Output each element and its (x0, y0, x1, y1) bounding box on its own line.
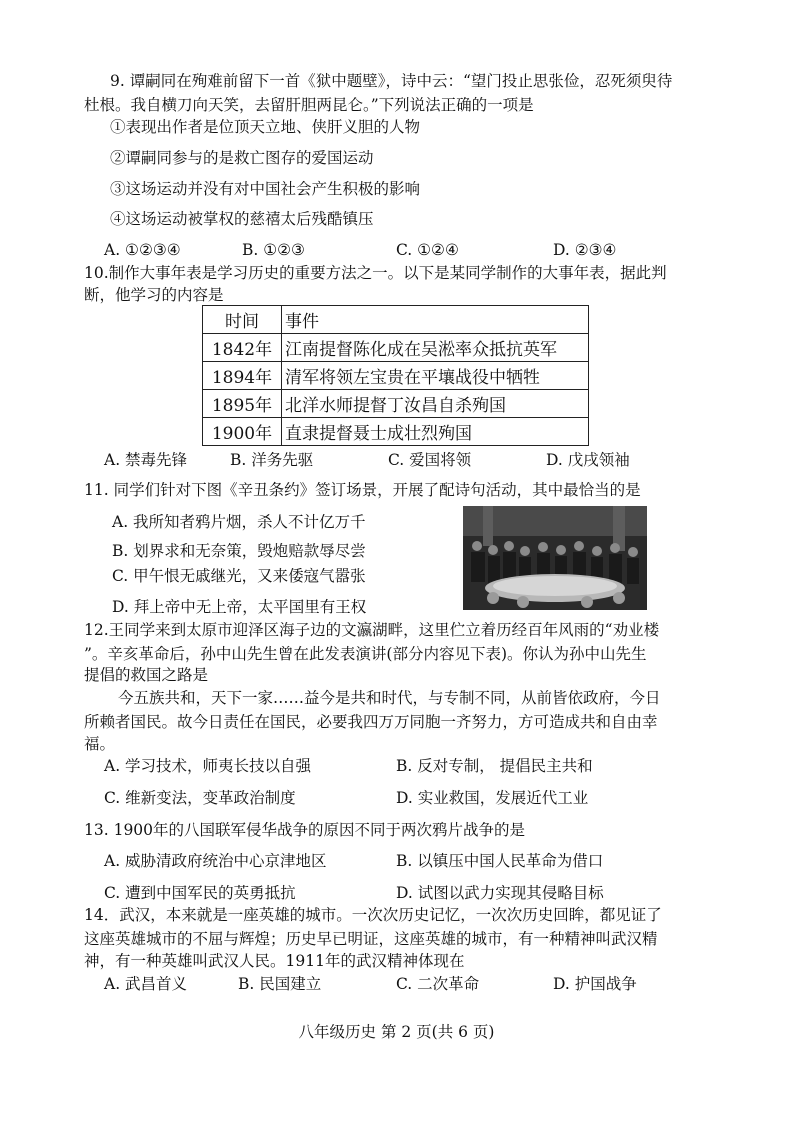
q13-option-b: B. 以镇压中国人民革命为借口 (396, 852, 604, 870)
q10-option-a: A. 禁毒先锋 (104, 451, 188, 469)
q11-option-a: A. 我所知者鸦片烟，杀人不计亿万千 (112, 513, 366, 531)
q10-stem-line2: 断，他学习的内容是 (84, 286, 224, 304)
q10-option-d: D. 戊戌领袖 (546, 451, 630, 469)
table-cell-time: 1842年 (203, 334, 282, 362)
table-row (203, 418, 589, 446)
table-header-row (203, 306, 589, 334)
q11-option-c: C. 甲午恨无戚继光，又来倭寇气嚣张 (112, 567, 366, 585)
q14-option-b: B. 民国建立 (238, 975, 322, 993)
table-row (203, 390, 589, 418)
treaty-signing-photo (463, 506, 647, 610)
q12-option-a: A. 学习技术，师夷长技以自强 (104, 757, 312, 775)
q12-quote-line3: 福。 (84, 735, 116, 753)
table-cell-time: 1900年 (203, 418, 282, 446)
q9-item-2: ②谭嗣同参与的是救亡图存的爱国运动 (110, 149, 374, 167)
q9-stem-line2: 杜根。我自横刀向天笑，去留肝胆两昆仑。”下列说法正确的一项是 (84, 96, 534, 114)
q9-item-3: ③这场运动并没有对中国社会产生积极的影响 (110, 180, 421, 198)
q9-stem-line1: 9. 谭嗣同在殉难前留下一首《狱中题壁》，诗中云：“望门投止思张俭，忍死须臾待 (110, 72, 673, 90)
q12-stem-line2: ”。辛亥革命后，孙中山先生曾在此发表演讲(部分内容见下表)。你认为孙中山先生 (84, 645, 647, 663)
q12-stem-line1: 12.王同学来到太原市迎泽区海子边的文瀛湖畔，这里伫立着历经百年风雨的“劝业楼 (84, 621, 660, 639)
q9-option-a: A. ①②③④ (104, 241, 181, 259)
q14-option-c: C. 二次革命 (396, 975, 480, 993)
q10-option-c: C. 爱国将领 (388, 451, 472, 469)
q12-option-b: B. 反对专制， 提倡民主共和 (396, 757, 593, 775)
q14-stem-line2: 这座英雄城市的不屈与辉煌；历史早已明证，这座英雄的城市，有一种精神叫武汉精 (84, 930, 658, 948)
table-cell-event: 北洋水师提督丁汝昌自杀殉国 (282, 390, 589, 418)
q9-option-c: C. ①②④ (396, 241, 459, 259)
q12-quote-line2: 所赖者国民。故今日责任在国民，必要我四万万同胞一齐努力，方可造成共和自由幸 (84, 713, 658, 731)
q14-stem-line1: 14．武汉，本来就是一座英雄的城市。一次次历史记忆，一次次历史回眸，都见证了 (84, 906, 662, 924)
q9-option-d: D. ②③④ (553, 241, 617, 259)
q11-option-b: B. 划界求和无奈策，毁炮赔款辱尽尝 (112, 542, 366, 560)
q14-option-a: A. 武昌首义 (104, 975, 188, 993)
table-cell-event: 直隶提督聂士成壮烈殉国 (282, 418, 589, 446)
table-cell-time: 1895年 (203, 390, 282, 418)
q9-option-b: B. ①②③ (242, 241, 305, 259)
q12-quote-line1: 今五族共和，天下一家……益今是共和时代，与专制不同，从前皆依政府，今日 (118, 689, 661, 707)
event-table (202, 305, 589, 446)
q13-option-c: C. 遭到中国军民的英勇抵抗 (104, 884, 296, 902)
q13-option-d: D. 试图以武力实现其侵略目标 (396, 884, 604, 902)
q10-stem-line1: 10.制作大事年表是学习历史的重要方法之一。以下是某同学制作的大事年表，据此判 (84, 264, 667, 282)
q12-option-c: C. 维新变法，变革政治制度 (104, 789, 296, 807)
q14-option-d: D. 护国战争 (553, 975, 637, 993)
q13-option-a: A. 威胁清政府统治中心京津地区 (104, 852, 327, 870)
photo-illustration (463, 506, 647, 610)
table-row (203, 334, 589, 362)
page-footer: 八年级历史 第 2 页(共 6 页) (298, 1023, 495, 1041)
table-header-time: 时间 (203, 306, 282, 334)
q11-stem: 11. 同学们针对下图《辛丑条约》签订场景，开展了配诗句活动，其中最恰当的是 (84, 481, 641, 499)
q9-item-1: ①表现出作者是位顶天立地、侠肝义胆的人物 (110, 118, 421, 136)
table-header-event: 事件 (282, 306, 589, 334)
table-cell-event: 江南提督陈化成在吴淞率众抵抗英军 (282, 334, 589, 362)
q11-option-d: D. 拜上帝中无上帝，太平国里有王权 (112, 598, 367, 616)
table-row (203, 362, 589, 390)
q14-stem-line3: 神，有一种英雄叫武汉人民。1911年的武汉精神体现在 (84, 952, 465, 970)
q10-option-b: B. 洋务先驱 (230, 451, 314, 469)
q9-item-4: ④这场运动被掌权的慈禧太后残酷镇压 (110, 210, 374, 228)
q13-stem: 13. 1900年的八国联军侵华战争的原因不同于两次鸦片战争的是 (84, 821, 526, 839)
q12-stem-line3: 提倡的救国之路是 (84, 666, 209, 684)
q12-option-d: D. 实业救国，发展近代工业 (396, 789, 589, 807)
table-cell-event: 清军将领左宝贵在平壤战役中牺牲 (282, 362, 589, 390)
table-cell-time: 1894年 (203, 362, 282, 390)
